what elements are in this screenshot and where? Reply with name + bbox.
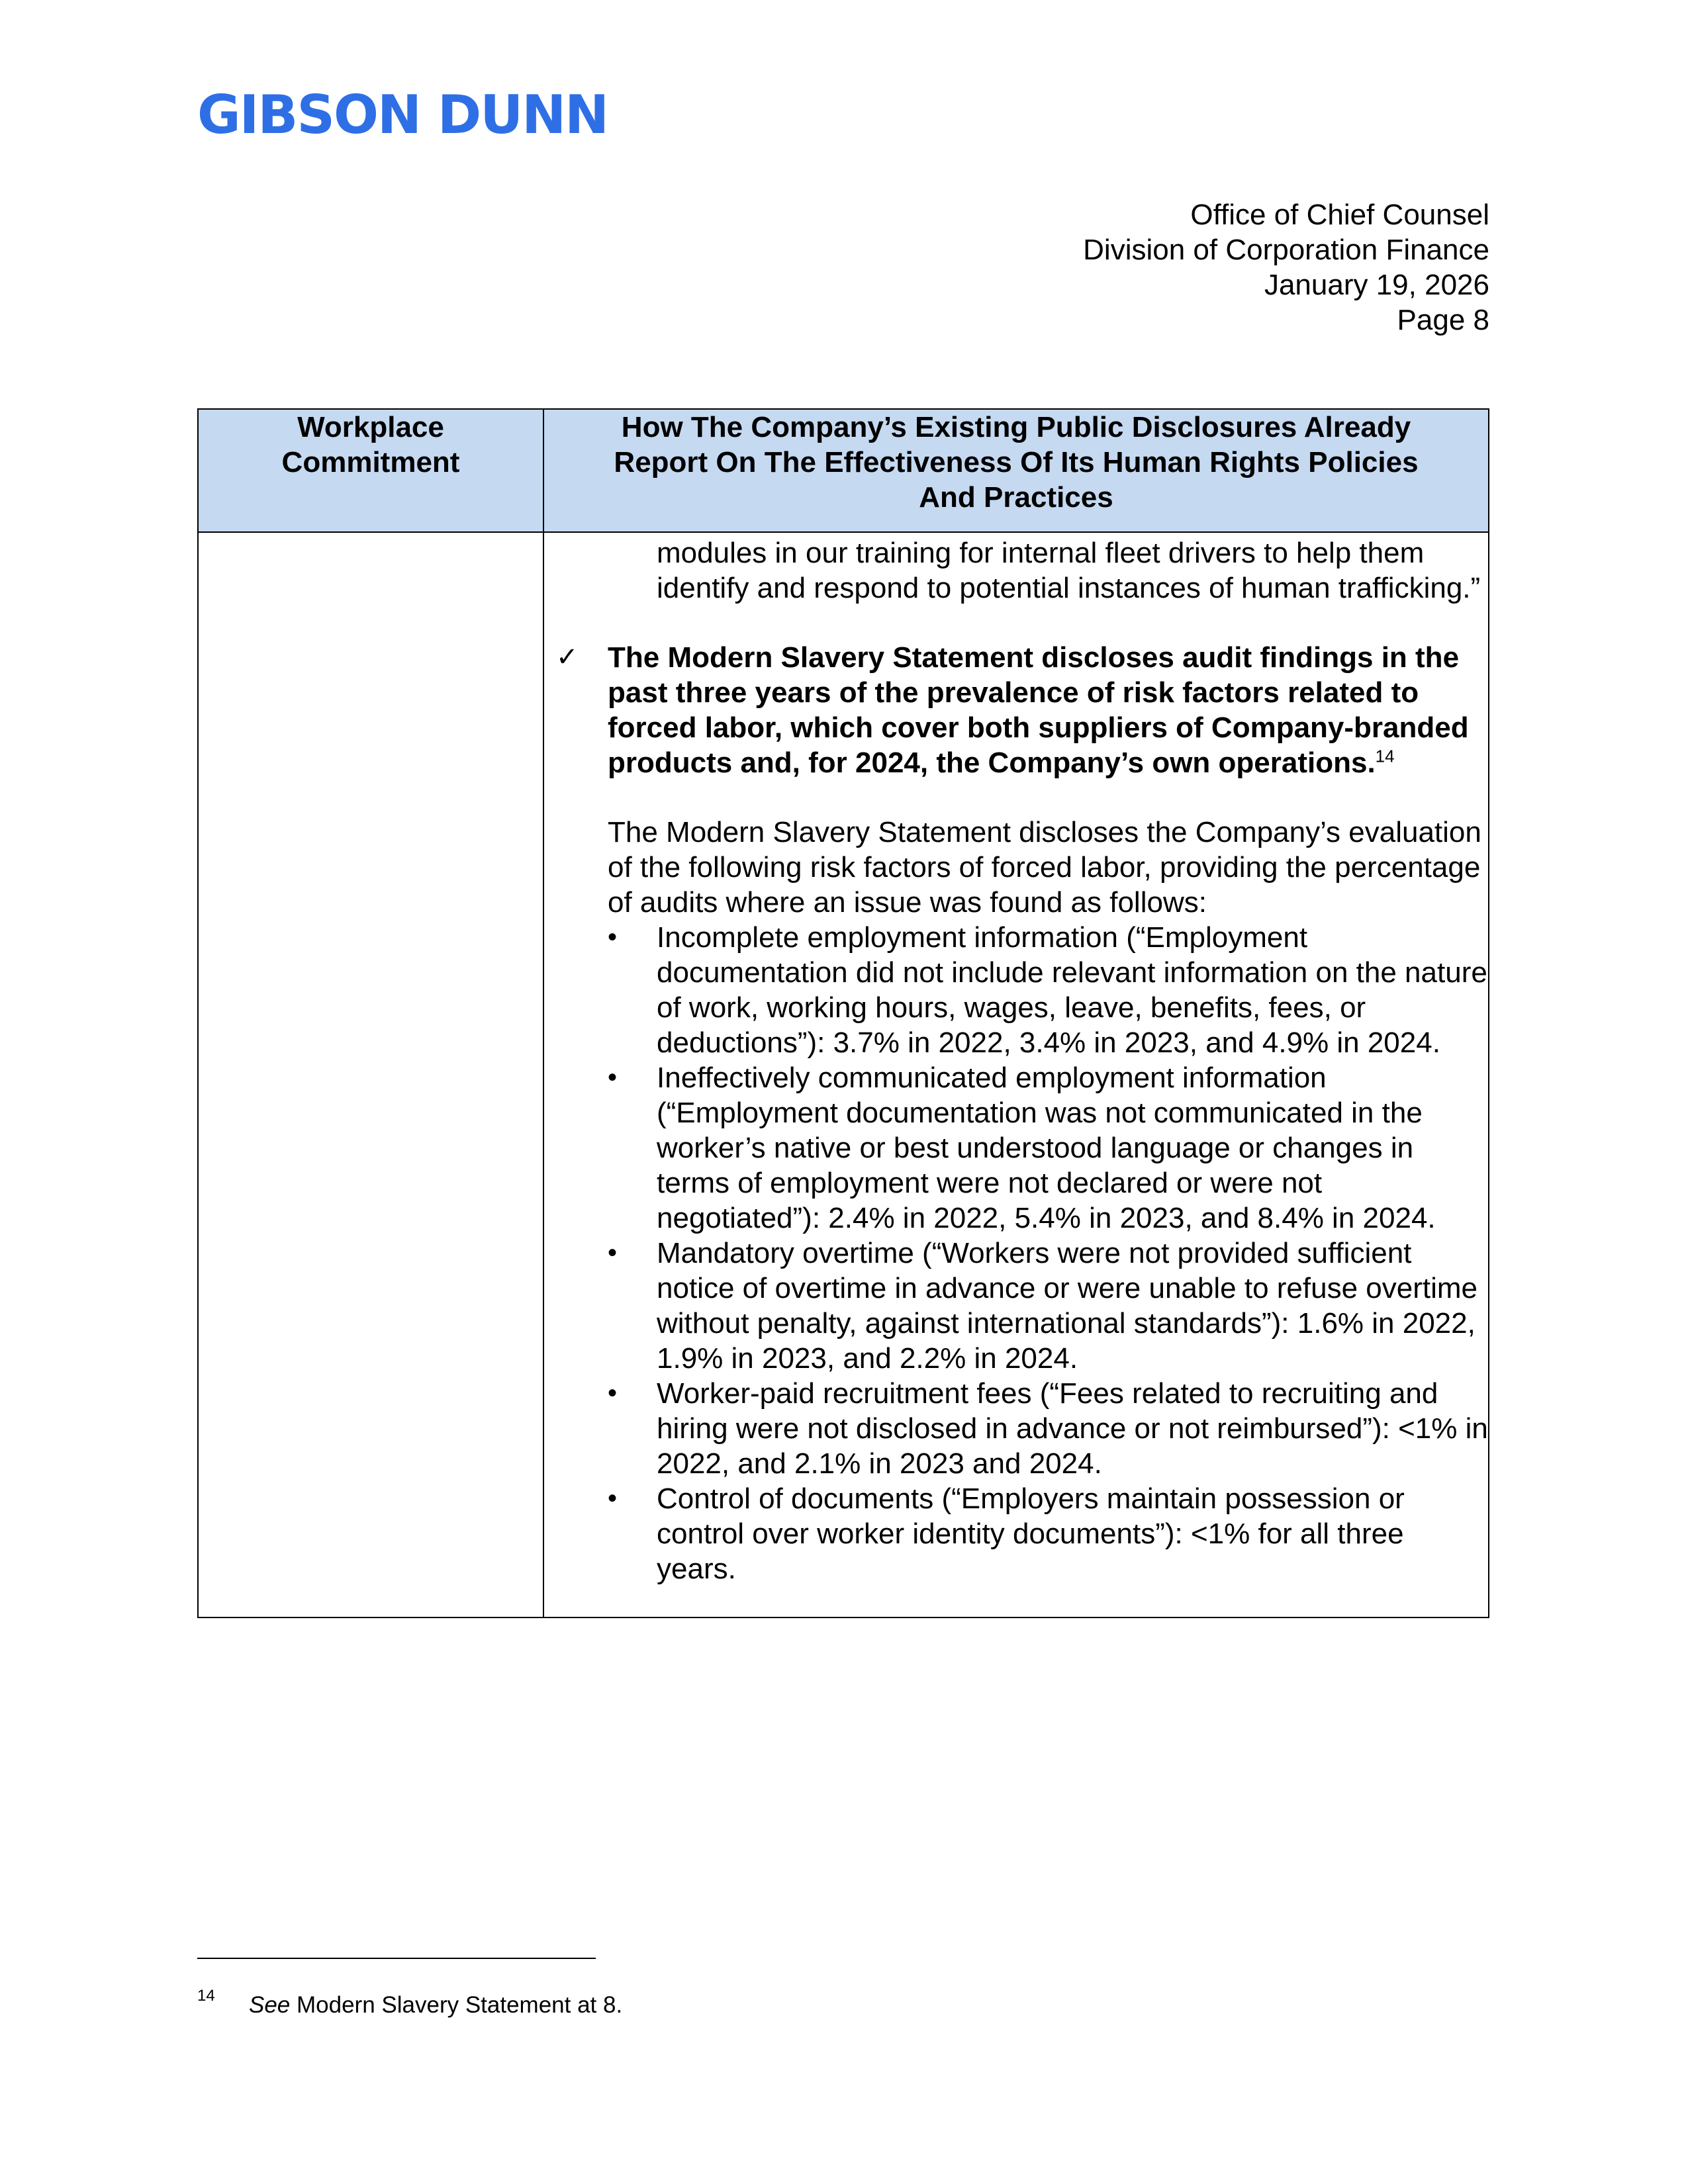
intro-paragraph: The Modern Slavery Statement discloses the Company’s evaluation of the following risk factors of forced labor, providing the percentage of audits where an issue was found as follows: [608,816,1481,919]
division-line: Division of Corporation Finance [1083,234,1489,266]
column-header-commitment-text: Workplace Commitment [281,411,460,478]
column-header-disclosures-text: How The Company’s Existing Public Disclosures Already Report On The Effectiveness Of Its Human Rights Policies And Practices [614,411,1419,514]
continued-quote: modules in our training for internal fleet drivers to help them identify and respond to potential instances of human trafficking.” [657,537,1481,604]
finding-heading-text: The Modern Slavery Statement discloses audit findings in the past three years of the prevalence of risk factors related to forced labor, which cover both suppliers of Company-branded products and, for 2024, the Company’s own operations. [608,641,1469,779]
list-item-text: Worker-paid recruitment fees (“Fees related to recruiting and hiring were not disclosed in advance or not reimbursed”): <1% in 2022, and 2.1% in 2023 and 2024. [657,1377,1488,1480]
letterhead [1083,197,1489,338]
disclosure-cell [543,532,1489,1617]
finding-heading [544,640,1488,780]
page-number: Page 8 [1397,304,1489,336]
list-item [544,920,1488,1060]
footnote-number: 14 [197,1987,215,2005]
commitment-cell [198,532,543,1617]
footnote-see: See [249,1992,291,2018]
list-item-text: Ineffectively communicated employment information (“Employment documentation was not communicated in the worker’s native or best understood language or changes in terms of employment were not declared or were not negotiated”): 2.4% in 2022, 5.4% in 2023, and 8.4% in 2024. [657,1062,1436,1234]
list-item [544,1236,1488,1376]
bullet-icon: • [608,1484,618,1513]
footnote-divider [197,1958,596,1959]
list-item-text: Incomplete employment information (“Employment documentation did not include relevant information on the nature of work, working hours, wages, leave, benefits, fees, or deductions”): 3.7% in 2022, 3.4% in 2023, and 4.9% in 2024. [657,921,1487,1059]
list-item-text: Control of documents (“Employers maintain possession or control over worker identity documents”): <1% for all three years. [657,1482,1405,1585]
risk-factor-list [544,920,1488,1586]
bullet-icon: • [608,1063,618,1092]
office-line: Office of Chief Counsel [1190,199,1489,231]
checkmark-icon: ✓ [556,642,579,672]
firm-logo: GIBSON DUNN [197,84,608,146]
list-item-text: Mandatory overtime (“Workers were not provided sufficient notice of overtime in advance or were unable to refuse overtime without penalty, against international standards”): 1.6% in 2022, 1.9% in 2023, and 2.2% in 2024. [657,1237,1477,1375]
footnote-body: Modern Slavery Statement at 8. [290,1992,623,2018]
bullet-icon: • [608,1238,618,1267]
date-line: January 19, 2026 [1264,269,1489,301]
bullet-icon: • [608,1379,618,1408]
table-row [198,532,1489,1617]
list-item [544,1376,1488,1481]
column-header-commitment [198,409,543,532]
list-item [544,1481,1488,1586]
list-item [544,1060,1488,1236]
column-header-disclosures [543,409,1489,532]
table-header-row [198,409,1489,532]
footnote-ref: 14 [1375,746,1395,766]
footnote [197,1987,623,2019]
bullet-icon: • [608,923,618,952]
footnote-text [197,1992,622,2019]
disclosure-table [197,408,1489,1618]
